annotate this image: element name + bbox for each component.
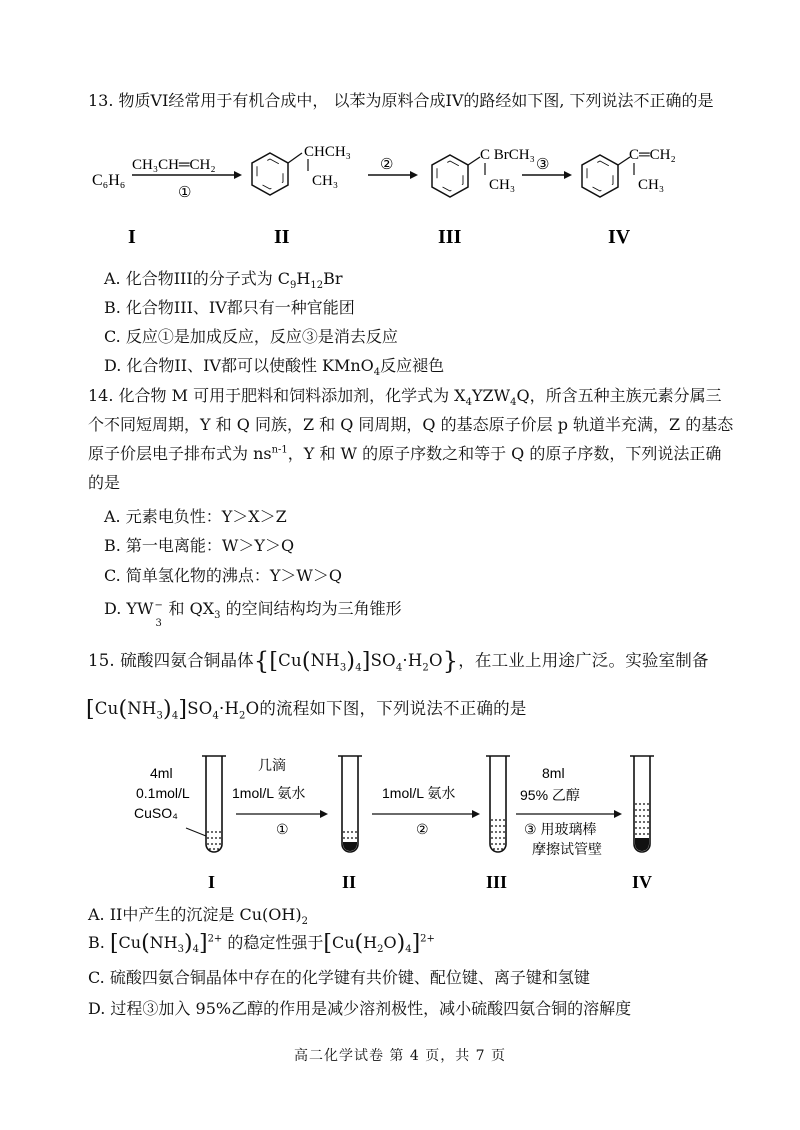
compound-4-sub-a: C═CH₂ — [629, 147, 676, 163]
q14-stem-line-2: 个不同短周期，Y 和 Q 同族，Z 和 Q 同周期，Q 的基态原子价层 p 轨道半充满，Z 的基态 — [88, 415, 734, 434]
arrow1-step: ① — [276, 823, 289, 838]
arrow3-step-line-2: 摩擦试管壁 — [532, 841, 602, 857]
scheme-reagent1: CH₃CH═CH₂ — [132, 157, 216, 173]
tube1-volume: 4ml — [150, 765, 173, 781]
compound-2-sub-a: CHCH₃ — [304, 144, 351, 160]
scheme-step1: ① — [178, 185, 192, 201]
test-tube-3 — [486, 756, 510, 852]
compound-3-sub-a: C BrCH₃ — [480, 147, 535, 163]
q15-stem-line-2: $[Cu(NH_3)_4]SO_4\cdot H_2O$的流程如下图，下列说法不正确的是 — [86, 697, 527, 722]
q15-stem-line-1: 15. 硫酸四氨合铜晶体$\{[Cu(NH_3)_4]SO_4\cdot H_2O\}$，在工业上用途广泛。实验室制备 — [88, 647, 709, 675]
arrow3-reagent: 95% 乙醇 — [520, 787, 580, 803]
benzene-ring-3 — [432, 155, 468, 197]
arrow1-top-label: 几滴 — [258, 757, 286, 773]
arrow2-step: ② — [416, 823, 429, 838]
q15-option-d: D. 过程③加入 95%乙醇的作用是减少溶剂极性，减小硫酸四氨合铜的溶解度 — [88, 999, 632, 1018]
tube1-solution: CuSO₄ — [134, 805, 178, 821]
scheme-label-1: I — [128, 226, 136, 248]
q14-option-c: C. 简单氢化物的沸点：Y＞W＞Q — [104, 566, 342, 585]
q15-option-a: A. II中产生的沉淀是 $Cu(OH)_2$ — [88, 905, 308, 928]
scheme-step3: ③ — [536, 157, 550, 173]
arrow3-step-line-1: ③ 用玻璃棒 — [524, 821, 597, 837]
q15-option-c: C. 硫酸四氨合铜晶体中存在的化学键有共价键、配位键、离子键和氢键 — [88, 968, 590, 987]
page-footer: 高二化学试卷 第 4 页，共 7 页 — [293, 1048, 507, 1064]
q13-synthesis-scheme — [88, 125, 728, 255]
tube1-concentration: 0.1mol/L — [136, 785, 190, 801]
test-tube-2 — [338, 756, 362, 852]
arrow2-reagent: 1mol/L 氨水 — [382, 785, 456, 801]
q14-option-d: D. YW − 3 和 $QX_3$ 的空间结构均为三角锥形 — [104, 599, 402, 629]
benzene-ring-4 — [582, 155, 618, 197]
scheme-label-3: III — [438, 226, 462, 248]
q13-option-c: C. 反应①是加成反应，反应③是消去反应 — [104, 327, 398, 346]
q13-option-b: B. 化合物III、IV都只有一种官能团 — [104, 298, 355, 317]
test-tube-1 — [202, 756, 226, 852]
q15-flow-diagram — [120, 748, 680, 896]
compound-2-sub-b: CH₃ — [312, 173, 339, 189]
compound-4-sub-b: CH₃ — [638, 177, 665, 193]
tube-label-3: III — [486, 872, 508, 892]
q15-option-b: B. $[Cu(NH_3)_4]^{2+}$ 的稳定性强于$[Cu(H_2O)_4]^{2+}$ — [88, 931, 435, 956]
tube-label-1: I — [208, 872, 216, 892]
scheme-label-4: IV — [608, 226, 631, 248]
test-tube-4 — [630, 756, 654, 852]
q14-stem-line-3: 原子价层电子排布式为 $ns^{n-1}$，Y 和 W 的原子序数之和等于 Q 的原子序数，下列说法正确 — [88, 444, 722, 463]
benzene-ring-2 — [252, 153, 288, 195]
tube-label-2: II — [342, 872, 357, 892]
compound-3-sub-b: CH₃ — [489, 177, 516, 193]
arrow1-reagent: 1mol/L 氨水 — [232, 785, 306, 801]
q14-option-a: A. 元素电负性：Y＞X＞Z — [104, 507, 287, 526]
q14-option-b: B. 第一电离能：W＞Y＞Q — [104, 536, 295, 555]
arrow3-volume: 8ml — [542, 765, 565, 781]
q14-stem-line-1: 14. 化合物 M 可用于肥料和饲料添加剂，化学式为 $X_4YZW_4Q$，所含五种主族元素分属三 — [88, 386, 722, 409]
q13-option-d: D. 化合物II、IV都可以使酸性 KMnO$_4$反应褪色 — [104, 356, 445, 379]
scheme-reactant: C₆H₆ — [92, 172, 126, 189]
q13-stem: 13. 物质VI经常用于有机合成中， 以苯为原料合成IV的路经如下图, 下列说法不正确的是 — [88, 91, 714, 110]
scheme-step2: ② — [380, 157, 394, 173]
q13-option-a: A. 化合物III的分子式为 $C_9H_{12}Br$ — [104, 269, 343, 292]
scheme-label-2: II — [274, 226, 290, 248]
tube-label-4: IV — [632, 872, 653, 892]
q14-stem-line-4: 的是 — [88, 473, 121, 492]
